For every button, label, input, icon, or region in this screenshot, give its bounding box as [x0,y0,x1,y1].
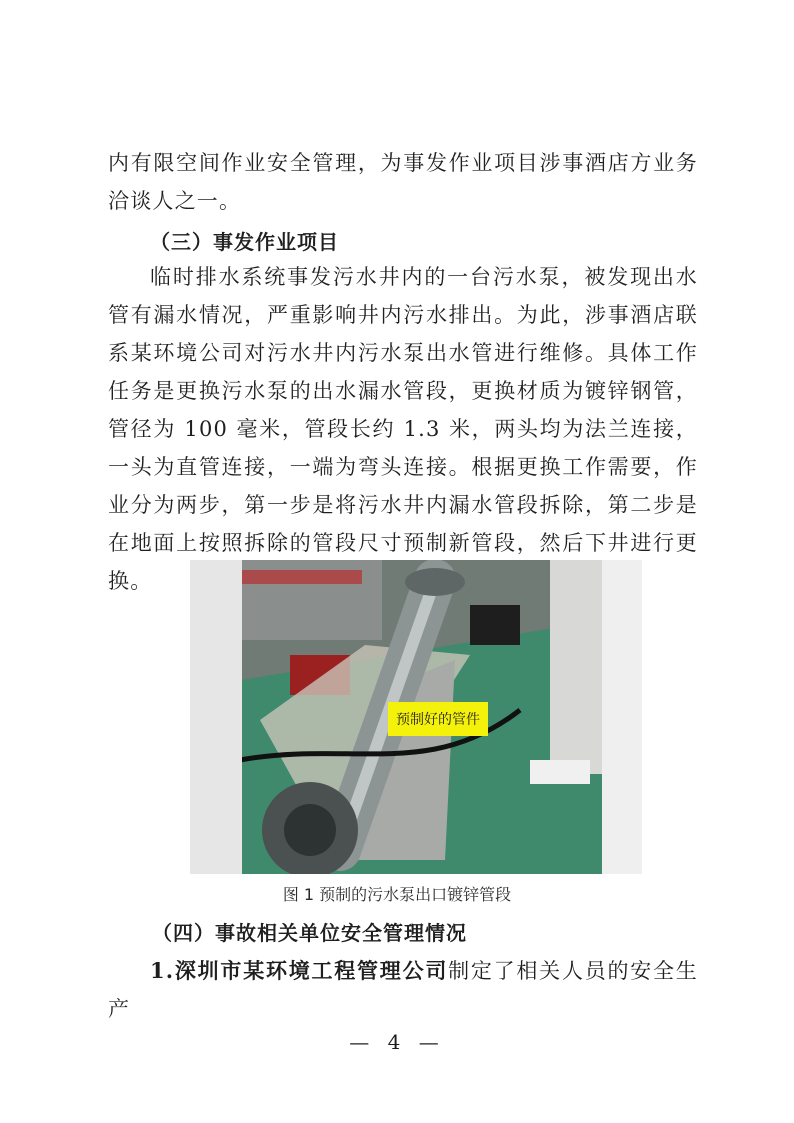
paragraph-2: 临时排水系统事发污水井内的一台污水泵，被发现出水管有漏水情况，严重影响井内污水排出。为此，涉事酒店联系某环境公司对污水井内污水泵出水管进行维修。具体工作任务是更换污水泵的出水漏水管段，更换材质为镀锌钢管，管径为 100 毫米，管段长约 1.3 米，两头均为法兰连接，一头为直管连接，一端为弯头连接。根据更换工作需要，作业分为两步，第一步是将污水井内漏水管段拆除，第二步是在地面上按照拆除的管段尺寸预制新管段，然后下井进行更换。 [108,265,698,593]
paragraph-continuation [108,144,698,220]
figure-caption: 图 1 预制的污水泵出口镀锌管段 [282,885,512,904]
photo-callout-label: 预制好的管件 [388,702,488,736]
section-heading-4: （四）事故相关单位安全管理情况 [152,921,467,945]
paragraph-incident-project [108,258,698,600]
paragraph-3-text: 制定了相关人员的安全生产 [108,959,698,1021]
section-heading-3: （三）事发作业项目 [150,230,339,254]
page-number: — 4 — [349,1030,445,1054]
company-name-bold: 1.深圳市某环境工程管理公司 [150,958,449,983]
paragraph-3 [108,952,698,1028]
paragraph-safety-management [108,952,698,1028]
paragraph-1: 内有限空间作业安全管理，为事发作业项目涉事酒店方业务洽谈人之一。 [108,151,698,213]
